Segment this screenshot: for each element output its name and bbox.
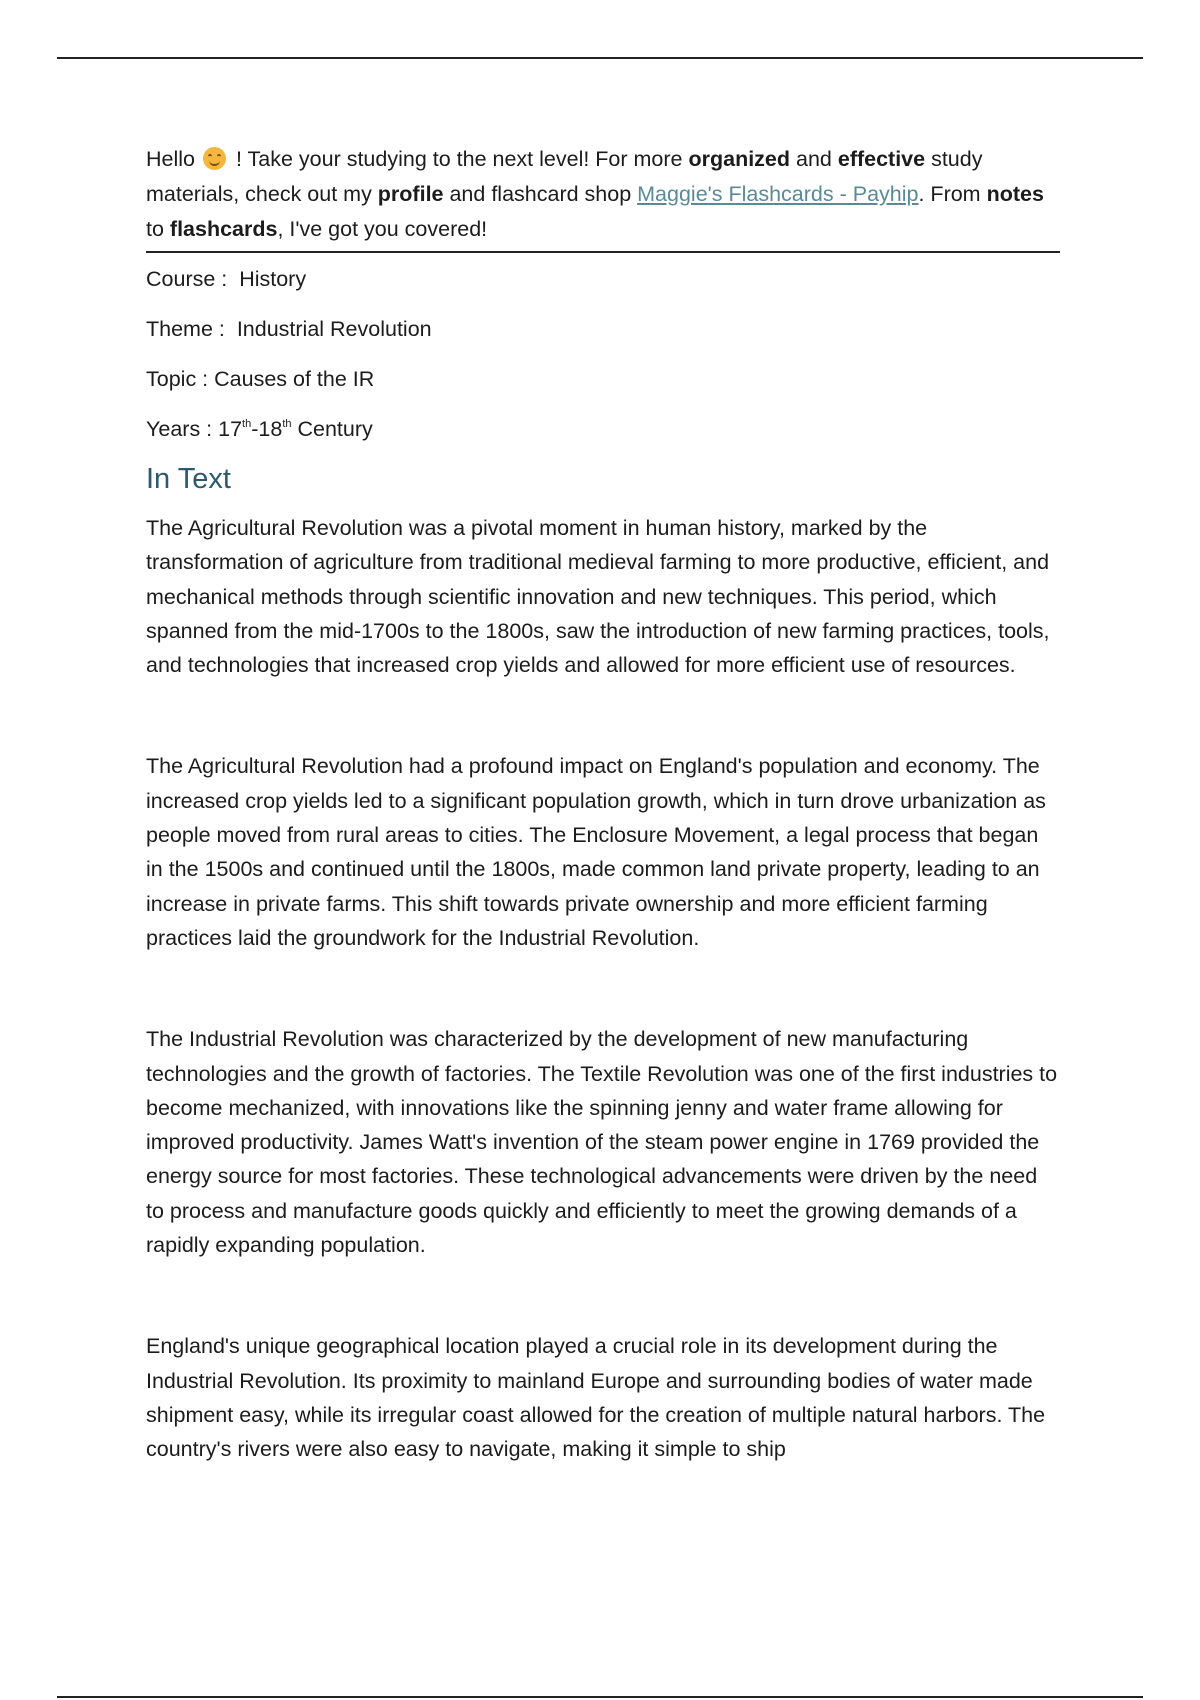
- intro-bold-profile: profile: [377, 182, 444, 206]
- flashcard-shop-link[interactable]: Maggie's Flashcards - Payhip: [637, 182, 919, 206]
- body-paragraph: England's unique geographical location played a crucial role in its development during the Industrial Revolution. Its proximity to mainland Europe and surrounding bodies of water made shipment easy, while its irregular coast allowed for the creation of multiple natural harbors. The country's rivers were also easy to navigate, making it simple to ship: [146, 1334, 1046, 1462]
- body-paragraph: The Agricultural Revolution had a profound impact on England's population and economy. The increased crop yields led to a significant population growth, which in turn drove urbanization as people moved from rural areas to cities. The Enclosure Movement, a legal process that began in the 1500s and continued until the 1800s, made common land private property, leading to an increase in private farms. This shift towards private ownership and more efficient farming practices laid the groundwork for the Industrial Revolution.: [146, 754, 1046, 950]
- intro-text: to: [146, 217, 170, 241]
- intro-text: study materials, check out my: [146, 147, 983, 206]
- topic-label: Topic :: [146, 367, 215, 391]
- theme-value: Industrial Revolution: [236, 317, 432, 341]
- years-start: 17: [218, 417, 243, 441]
- intro-hello: Hello: [146, 147, 195, 171]
- course-line: [146, 265, 1060, 293]
- intro-text: . From: [918, 182, 987, 206]
- intro-text: and: [790, 147, 838, 171]
- intro-text: , I've got you covered!: [277, 217, 488, 241]
- intro-paragraph: [146, 142, 1060, 253]
- topic-value: Causes of the IR: [214, 367, 375, 391]
- course-value: History: [239, 267, 307, 291]
- theme-label: Theme :: [146, 317, 237, 341]
- theme-line: [146, 315, 1060, 343]
- course-label: Course :: [146, 267, 240, 291]
- bottom-page-rule: [57, 1696, 1143, 1698]
- body-paragraph: The Industrial Revolution was characterized by the development of new manufacturing technologies and the growth of factories. The Textile Revolution was one of the first industries to become mechanized, with innovations like the spinning jenny and water frame allowing for improved productivity. James Watt's invention of the steam power engine in 1769 provided the energy source for most factories. These technological advancements were driven by the need to process and manufacture goods quickly and efficiently to meet the growing demands of a rapidly expanding population.: [146, 1027, 1058, 1258]
- years-start-ordinal: th: [242, 418, 252, 430]
- smiling-face-icon: [203, 147, 226, 170]
- years-suffix: Century: [291, 417, 373, 441]
- years-label: Years :: [146, 417, 219, 441]
- intro-bold-flashcards: flashcards: [169, 217, 278, 241]
- intro-bold-effective: effective: [837, 147, 926, 171]
- intro-bold-organized: organized: [688, 147, 791, 171]
- body-paragraph: The Agricultural Revolution was a pivotal moment in human history, marked by the transformation of agriculture from traditional medieval farming to more productive, efficient, and mechanical methods through scientific innovation and new techniques. This period, which spanned from the mid-1700s to the 1800s, saw the introduction of new farming practices, tools, and technologies that increased crop yields and allowed for more efficient use of resources.: [146, 516, 1050, 678]
- document-body: [146, 142, 1060, 1534]
- intro-text: ! Take your studying to the next level! For more: [229, 147, 689, 171]
- years-end: -18: [251, 417, 283, 441]
- section-heading: In Text: [146, 463, 231, 495]
- intro-bold-notes: notes: [986, 182, 1044, 206]
- topic-line: [146, 365, 1060, 393]
- years-end-ordinal: th: [282, 418, 292, 430]
- course-metadata: [146, 265, 1060, 443]
- intro-text: and flashcard shop: [443, 182, 638, 206]
- years-line: [146, 415, 1060, 443]
- top-page-rule: [57, 57, 1143, 59]
